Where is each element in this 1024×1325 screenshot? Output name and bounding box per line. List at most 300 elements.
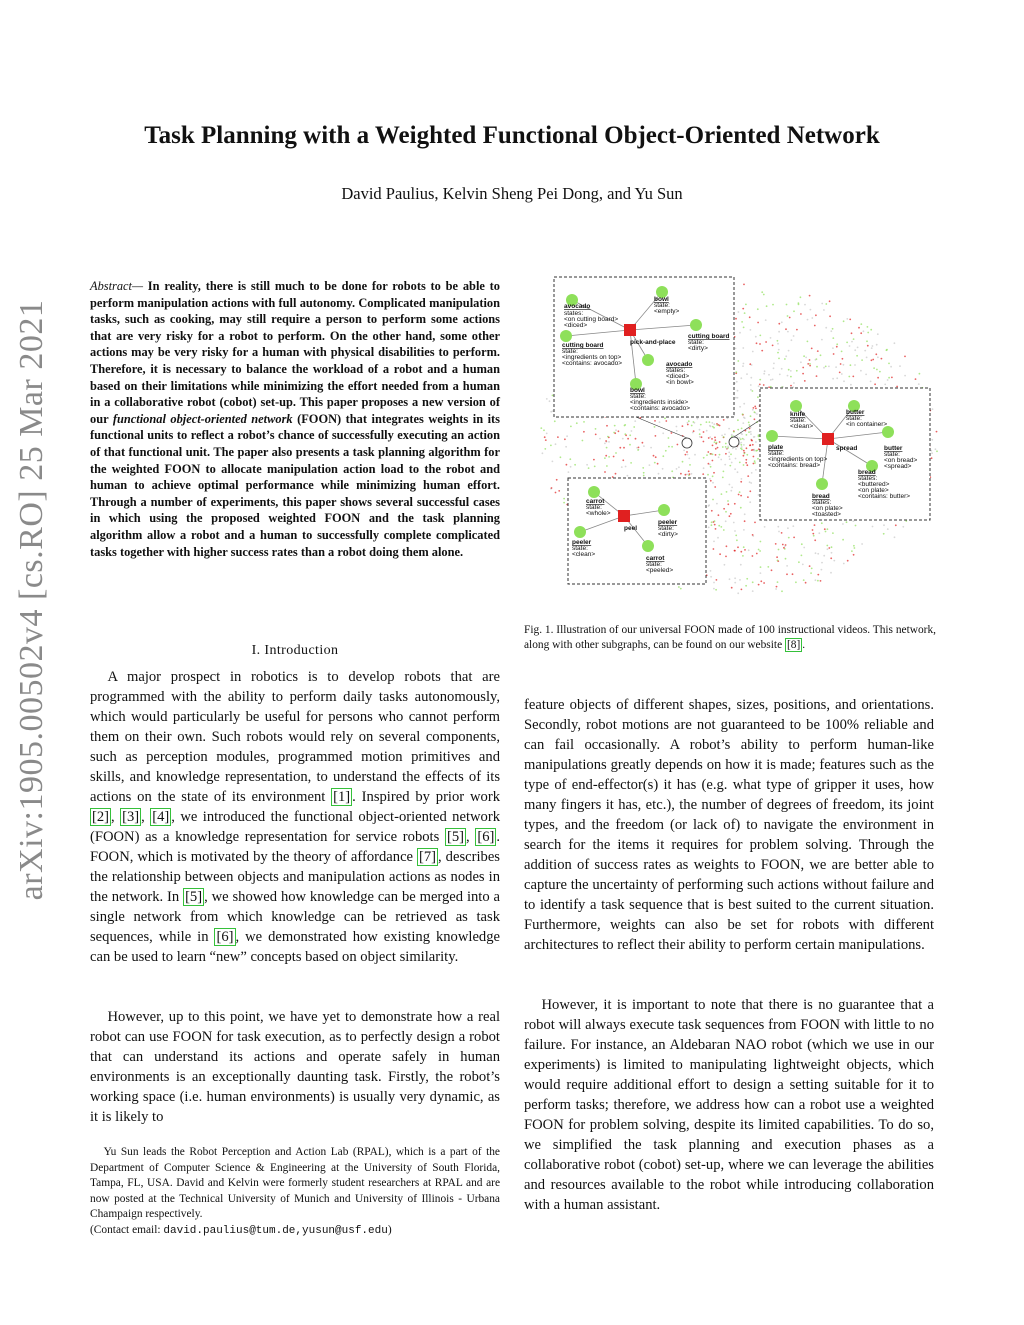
network-dot bbox=[826, 545, 828, 547]
citation-link[interactable]: [6] bbox=[477, 829, 495, 845]
network-dot bbox=[743, 363, 745, 365]
network-dot bbox=[786, 573, 788, 575]
network-dot bbox=[781, 532, 783, 534]
network-dot bbox=[865, 374, 867, 376]
network-dot bbox=[694, 422, 696, 424]
network-dot bbox=[742, 347, 744, 349]
network-dot bbox=[618, 430, 620, 432]
network-dot bbox=[604, 471, 606, 473]
network-dot bbox=[755, 441, 757, 443]
network-dot bbox=[864, 350, 866, 352]
network-dot bbox=[714, 524, 716, 526]
network-dot bbox=[546, 398, 548, 400]
citation-link[interactable]: [3] bbox=[122, 809, 140, 825]
network-dot bbox=[821, 522, 823, 524]
network-dot bbox=[750, 433, 752, 435]
network-dot bbox=[544, 448, 546, 450]
network-dot bbox=[599, 438, 601, 440]
network-dot bbox=[706, 421, 708, 423]
network-dot bbox=[751, 449, 753, 451]
network-dot bbox=[643, 445, 645, 447]
network-dot bbox=[744, 520, 746, 522]
network-dot bbox=[760, 541, 762, 543]
network-dot bbox=[810, 572, 812, 574]
state-line: <on plate> bbox=[812, 505, 843, 512]
network-dot bbox=[815, 552, 817, 554]
network-dot bbox=[586, 464, 588, 466]
network-dot bbox=[752, 534, 754, 536]
network-dot bbox=[560, 456, 562, 458]
network-dot bbox=[717, 447, 719, 449]
network-dot bbox=[796, 329, 798, 331]
network-dot bbox=[743, 450, 745, 452]
network-dot bbox=[740, 564, 742, 566]
network-dot bbox=[712, 460, 714, 462]
network-dot bbox=[730, 490, 732, 492]
network-dot bbox=[740, 442, 742, 444]
network-dot bbox=[778, 323, 780, 325]
network-dot bbox=[872, 359, 874, 361]
network-dot bbox=[701, 436, 703, 438]
network-dot bbox=[812, 529, 814, 531]
citation-link[interactable]: [5] bbox=[185, 889, 203, 905]
network-dot bbox=[745, 585, 747, 587]
network-dot bbox=[758, 584, 760, 586]
network-dot bbox=[830, 572, 832, 574]
network-dot bbox=[760, 572, 762, 574]
network-dot bbox=[823, 555, 825, 557]
network-dot bbox=[604, 457, 606, 459]
network-dot bbox=[881, 358, 883, 360]
network-dot bbox=[755, 450, 757, 452]
network-dot bbox=[583, 421, 585, 423]
network-dot bbox=[737, 360, 739, 362]
network-dot bbox=[657, 463, 659, 465]
citation-link[interactable]: [8] bbox=[786, 639, 801, 652]
intro-text: A major prospect in robotics is to develop robots that are programmed with the ability to perform daily tasks autonomously, which would particularly be useful for persons who cannot perform them on their own. Such robots would rely on several components, such as perception modules, programmed motion primitives and skills, and knowledge representation, to understand the effects of its actions on the state of its environment bbox=[90, 669, 500, 805]
state-line: <dirty> bbox=[658, 531, 678, 538]
network-dot bbox=[827, 528, 829, 530]
network-dot bbox=[805, 582, 807, 584]
network-dot bbox=[777, 560, 779, 562]
network-dot bbox=[680, 473, 682, 475]
network-dot bbox=[724, 564, 726, 566]
network-dot bbox=[563, 498, 565, 500]
intro-text: , we showed how knowledge can be merged into a single network from which knowledge can be retrieved as task sequences, while in bbox=[90, 889, 500, 945]
network-dot bbox=[607, 436, 609, 438]
network-dot bbox=[815, 579, 817, 581]
network-dot bbox=[792, 573, 794, 575]
network-dot bbox=[932, 408, 934, 410]
network-dot bbox=[851, 332, 853, 334]
state-line: <contains: avocado> bbox=[562, 360, 622, 367]
network-dot bbox=[802, 564, 804, 566]
network-dot bbox=[707, 474, 709, 476]
network-dot bbox=[811, 348, 813, 350]
network-dot bbox=[787, 375, 789, 377]
network-dot bbox=[558, 490, 560, 492]
paper-title: Task Planning with a Weighted Functional Object-Oriented Network bbox=[144, 122, 880, 149]
state-line: <on cutting board> bbox=[564, 316, 619, 323]
network-dot bbox=[832, 337, 834, 339]
network-dot bbox=[723, 471, 725, 473]
network-dot bbox=[566, 464, 568, 466]
network-dot bbox=[712, 499, 714, 501]
network-dot bbox=[772, 379, 774, 381]
subgraph-box-2 bbox=[760, 388, 930, 520]
label-avocado-diced: avocado bbox=[666, 361, 693, 368]
state-line: <contains: bread> bbox=[768, 462, 821, 469]
network-dot bbox=[682, 461, 684, 463]
network-dot bbox=[713, 423, 715, 425]
network-dot bbox=[737, 546, 739, 548]
state-line: state: bbox=[630, 393, 646, 400]
network-dot bbox=[654, 426, 656, 428]
network-dot bbox=[638, 447, 640, 449]
caption-end: . bbox=[802, 639, 806, 652]
citation-link[interactable]: [1] bbox=[333, 789, 351, 805]
network-dot bbox=[731, 462, 733, 464]
network-dot bbox=[749, 316, 751, 318]
network-dot bbox=[777, 340, 779, 342]
network-dot bbox=[919, 373, 921, 375]
network-dot bbox=[763, 582, 765, 584]
network-dot bbox=[737, 419, 739, 421]
network-dot bbox=[727, 500, 729, 502]
network-dot bbox=[715, 448, 717, 450]
network-dot bbox=[750, 377, 752, 379]
network-dot bbox=[836, 343, 838, 345]
network-dot bbox=[813, 535, 815, 537]
network-dot bbox=[721, 435, 723, 437]
network-dot bbox=[725, 446, 727, 448]
node-peeler-dirty bbox=[658, 504, 670, 516]
network-dot bbox=[809, 295, 811, 297]
state-line: state: bbox=[572, 545, 588, 552]
network-dot bbox=[715, 454, 717, 456]
network-dot bbox=[790, 370, 792, 372]
network-dot bbox=[719, 553, 721, 555]
network-dot bbox=[812, 533, 814, 535]
network-dot bbox=[842, 539, 844, 541]
network-dot bbox=[741, 446, 743, 448]
network-dot bbox=[877, 356, 879, 358]
network-dot bbox=[757, 396, 759, 398]
network-dot bbox=[835, 366, 837, 368]
network-dot bbox=[662, 455, 664, 457]
network-dot bbox=[860, 370, 862, 372]
network-dot bbox=[717, 537, 719, 539]
network-dot bbox=[595, 428, 597, 430]
network-dot bbox=[930, 450, 932, 452]
network-dot bbox=[680, 588, 682, 590]
network-dot bbox=[804, 304, 806, 306]
network-dot bbox=[615, 473, 617, 475]
network-dot bbox=[665, 450, 667, 452]
network-dot bbox=[803, 579, 805, 581]
network-dot bbox=[718, 456, 720, 458]
network-dot bbox=[728, 456, 730, 458]
citation-link[interactable]: [5] bbox=[446, 829, 464, 845]
state-line: <empty> bbox=[654, 308, 680, 315]
network-dot bbox=[686, 474, 688, 476]
network-dot bbox=[642, 442, 644, 444]
network-dot bbox=[787, 527, 789, 529]
network-dot bbox=[714, 441, 716, 443]
network-dot bbox=[709, 436, 711, 438]
network-dot bbox=[841, 351, 843, 353]
network-dot bbox=[867, 345, 869, 347]
network-dot bbox=[606, 425, 608, 427]
network-dot bbox=[715, 528, 717, 530]
intro-text: , describes the relationship between objects and manipulation actions as nodes in the network. In bbox=[90, 849, 500, 905]
network-dot bbox=[613, 456, 615, 458]
right-text: feature objects of different shapes, sizes, positions, and orientations. Secondly, robot motions are not guaranteed to be 100% reliable and can fail occasionally. A robot’s ability to perform human-like manipulations greatly depends on how it is made; features such as the type of end-effector(s) it has (e.g. what type of gripper it uses, how many fingers it has, etc.), the number of degrees of freedom, its joint types, and the freedom (or lack of) to navigate the environment in search for the items it requires for problem solving. Through the addition of success rates as weights to FOON, we are better able to capture the uncertainty of performing such actions without failure and to identify a task sequence that is best suited to the current situation. Furthermore, weights can also be set for robots with different architectures to reflect their ability to perform certain manipulations. bbox=[524, 697, 934, 953]
network-dot bbox=[703, 431, 705, 433]
network-dot bbox=[843, 364, 845, 366]
network-dot bbox=[825, 327, 827, 329]
network-dot bbox=[877, 333, 879, 335]
network-dot bbox=[654, 462, 656, 464]
network-dot bbox=[709, 478, 711, 480]
network-dot bbox=[746, 578, 748, 580]
network-dot bbox=[804, 380, 806, 382]
label-bowl: bowl bbox=[654, 296, 669, 303]
network-dot bbox=[815, 314, 817, 316]
network-dot bbox=[793, 335, 795, 337]
right-text: However, it is important to note that there is no guarantee that a robot will always execute task sequences from FOON with little to no failure. For instance, an Aldebaran NAO robot (which we use in our experiments) is limited to manipulating lightweight objects, which would require additional effort to design a setting suitable for it to perform tasks; therefore, we address how can a robot use a weighted FOON for problem solving, despite its limited capabilities. To do so, we simplified the task planning and execution phases as a collaborative robot (cobot) set-up, where we can leverage the abilities and resources available to the robot while introducing collaboration with a human assistant. bbox=[524, 997, 934, 1213]
state-line: states: bbox=[564, 310, 584, 317]
motion-node-pick-and-place bbox=[624, 324, 636, 336]
network-dot bbox=[724, 434, 726, 436]
network-dot bbox=[854, 364, 856, 366]
network-dot bbox=[720, 526, 722, 528]
network-dot bbox=[756, 342, 758, 344]
node-plate bbox=[766, 430, 778, 442]
network-dot bbox=[883, 533, 885, 535]
paper-authors: David Paulius, Kelvin Sheng Pei Dong, and Yu Sun bbox=[341, 184, 683, 203]
network-dot bbox=[753, 463, 755, 465]
network-dot bbox=[735, 535, 737, 537]
network-dot bbox=[723, 436, 725, 438]
network-dot bbox=[659, 421, 661, 423]
network-dot bbox=[823, 367, 825, 369]
label-carrot: carrot bbox=[586, 498, 605, 505]
network-dot bbox=[846, 342, 848, 344]
network-dot bbox=[748, 431, 750, 433]
state-line: <on bread> bbox=[884, 457, 918, 464]
network-dot bbox=[725, 520, 727, 522]
network-dot bbox=[752, 351, 754, 353]
network-dot bbox=[563, 502, 565, 504]
citation-link[interactable]: [7] bbox=[419, 849, 437, 865]
network-dot bbox=[676, 426, 678, 428]
citation-link[interactable]: [2] bbox=[92, 809, 110, 825]
network-dot bbox=[711, 524, 713, 526]
network-dot bbox=[555, 492, 557, 494]
network-dot bbox=[820, 354, 822, 356]
network-dot bbox=[768, 374, 770, 376]
network-dot bbox=[788, 537, 790, 539]
state-line: <contains: butter> bbox=[858, 493, 911, 500]
network-dot bbox=[692, 432, 694, 434]
network-dot bbox=[737, 471, 739, 473]
network-dot bbox=[726, 491, 728, 493]
network-dot bbox=[619, 447, 621, 449]
network-dot bbox=[895, 524, 897, 526]
network-dot bbox=[745, 462, 747, 464]
network-dot bbox=[743, 444, 745, 446]
network-dot bbox=[741, 428, 743, 430]
network-dot bbox=[546, 433, 548, 435]
network-dot bbox=[777, 352, 779, 354]
network-dot bbox=[708, 437, 710, 439]
network-dot bbox=[754, 462, 756, 464]
network-dot bbox=[832, 328, 834, 330]
state-line: <diced> bbox=[564, 322, 588, 329]
network-dot bbox=[871, 347, 873, 349]
network-dot bbox=[604, 443, 606, 445]
network-dot bbox=[870, 329, 872, 331]
citation-link[interactable]: [4] bbox=[152, 809, 170, 825]
network-dot bbox=[872, 345, 874, 347]
network-dot bbox=[829, 315, 831, 317]
network-dot bbox=[875, 353, 877, 355]
network-dot bbox=[729, 484, 731, 486]
network-dot bbox=[776, 556, 778, 558]
state-line: <in bowl> bbox=[666, 379, 694, 386]
network-dot bbox=[793, 310, 795, 312]
network-dot bbox=[722, 477, 724, 479]
network-dot bbox=[740, 495, 742, 497]
network-dot bbox=[747, 496, 749, 498]
intro-text: . Inspired by prior work bbox=[352, 789, 500, 805]
network-dot bbox=[729, 465, 731, 467]
network-dot bbox=[840, 363, 842, 365]
network-dot bbox=[866, 340, 868, 342]
node-cutting-board bbox=[560, 330, 572, 342]
network-dot bbox=[742, 555, 744, 557]
network-dot bbox=[860, 323, 862, 325]
network-dot bbox=[821, 303, 823, 305]
state-line: <buttered> bbox=[858, 481, 890, 488]
network-dot bbox=[643, 475, 645, 477]
network-dot bbox=[742, 422, 744, 424]
network-dot bbox=[753, 407, 755, 409]
network-dot bbox=[766, 305, 768, 307]
network-dot bbox=[817, 553, 819, 555]
network-dot bbox=[574, 464, 576, 466]
network-dot bbox=[746, 373, 748, 375]
network-dot bbox=[846, 318, 848, 320]
network-dot bbox=[711, 521, 713, 523]
network-dot bbox=[739, 491, 741, 493]
network-dot bbox=[785, 355, 787, 357]
network-dot bbox=[711, 422, 713, 424]
citation-link[interactable]: [6] bbox=[216, 929, 234, 945]
state-line: <on plate> bbox=[858, 487, 889, 494]
network-dot bbox=[935, 448, 937, 450]
network-dot bbox=[689, 464, 691, 466]
network-dot bbox=[740, 507, 742, 509]
network-dot bbox=[726, 545, 728, 547]
network-dot bbox=[635, 438, 637, 440]
network-dot bbox=[866, 357, 868, 359]
network-dot bbox=[814, 524, 816, 526]
network-dot bbox=[842, 523, 844, 525]
network-dot bbox=[787, 331, 789, 333]
network-dot bbox=[727, 417, 729, 419]
network-dot bbox=[800, 361, 802, 363]
network-dot bbox=[757, 322, 759, 324]
network-dot bbox=[824, 528, 826, 530]
network-dot bbox=[716, 503, 718, 505]
network-dot bbox=[857, 347, 859, 349]
label-knife: knife bbox=[790, 411, 806, 418]
network-dot bbox=[863, 330, 865, 332]
network-dot bbox=[896, 386, 898, 388]
network-dot bbox=[724, 464, 726, 466]
network-dot bbox=[851, 341, 853, 343]
network-dot bbox=[750, 415, 752, 417]
footnote bbox=[90, 1145, 500, 1240]
network-dot bbox=[764, 370, 766, 372]
network-dot bbox=[894, 536, 896, 538]
network-dot bbox=[735, 348, 737, 350]
network-dot bbox=[735, 458, 737, 460]
network-dot bbox=[582, 440, 584, 442]
network-dot bbox=[745, 304, 747, 306]
network-dot bbox=[751, 364, 753, 366]
arxiv-stamp-text: arXiv:1905.00502v4 [cs.RO] 25 Mar 2021 bbox=[13, 299, 50, 901]
network-dot bbox=[719, 454, 721, 456]
network-dot bbox=[872, 526, 874, 528]
state-line: states: bbox=[666, 367, 686, 374]
state-line: state: bbox=[646, 561, 662, 568]
network-dot bbox=[754, 522, 756, 524]
state-line: <clean> bbox=[790, 423, 814, 430]
contact-emails: david.paulius@tum.de,yusun@usf.edu bbox=[163, 1224, 388, 1237]
network-dot bbox=[678, 586, 680, 588]
network-dot bbox=[757, 308, 759, 310]
node-avocado-diced bbox=[642, 354, 654, 366]
state-line: <ingredients on top> bbox=[562, 354, 622, 361]
network-dot bbox=[807, 319, 809, 321]
network-dot bbox=[554, 420, 556, 422]
network-dot bbox=[756, 553, 758, 555]
network-dot bbox=[832, 378, 834, 380]
label-butter-spread: butter bbox=[884, 445, 903, 452]
network-dot bbox=[733, 431, 735, 433]
network-dot bbox=[836, 377, 838, 379]
state-line: state: bbox=[846, 415, 862, 422]
network-dot bbox=[739, 332, 741, 334]
network-dot bbox=[731, 434, 733, 436]
network-dot bbox=[734, 582, 736, 584]
network-dot bbox=[708, 527, 710, 529]
network-dot bbox=[931, 452, 933, 454]
network-dot bbox=[631, 430, 633, 432]
network-dot bbox=[818, 532, 820, 534]
network-dot bbox=[798, 561, 800, 563]
network-dot bbox=[624, 433, 626, 435]
network-dot bbox=[836, 346, 838, 348]
network-dot bbox=[710, 480, 712, 482]
network-dot bbox=[749, 501, 751, 503]
network-dot bbox=[887, 528, 889, 530]
network-dot bbox=[821, 562, 823, 564]
network-dot bbox=[849, 345, 851, 347]
